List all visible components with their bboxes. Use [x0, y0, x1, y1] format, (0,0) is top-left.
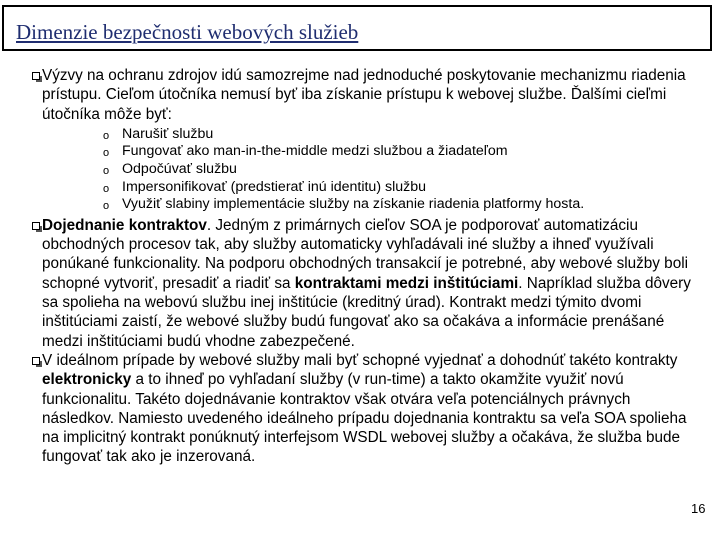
list-item: o Impersonifikovať (predstierať inú identitu) službu: [103, 178, 426, 195]
bullet-lead: Dojednanie kontraktov: [42, 216, 207, 234]
circle-bullet-icon: o: [103, 200, 110, 213]
slide-content: [0, 66, 700, 467]
bullet-item-negotiation: V ideálnom prípade by webové služby mali byť schopné vyjednať a dohodnúť takéto kontrakty elektronicky a to ihneď po vyhľadaní služby (v run-time) a takto okamžite využiť novú funkcionalitu. Takéto dojednávanie kontraktov však otvára veľa potenciálnych právnych následkov. Namiesto uvedeného ideálneho prípadu dojednania kontraktu sa veľa SOA spolieha na implicitný kontrakt ponúknutý interfejsom WSDL webovej služby a očakáva, že služba bude fungovať tak ako je inzerovaná.: [0, 351, 700, 467]
list-item: o Odpočúvať službu: [103, 161, 237, 178]
circle-bullet-icon: o: [103, 165, 110, 178]
circle-bullet-icon: o: [103, 147, 110, 160]
list-item: o Využiť slabiny implementácie služby na získanie riadenia platformy hosta.: [103, 196, 585, 213]
circle-bullet-icon: o: [103, 129, 110, 142]
list-item: o Fungovať ako man-in-the-middle medzi službou a žiadateľom: [103, 143, 508, 160]
circle-bullet-icon: o: [103, 182, 110, 195]
square-bullet-icon: [32, 222, 40, 230]
title-frame: [2, 5, 712, 51]
square-bullet-icon: [32, 72, 40, 80]
page-number: 16: [691, 501, 706, 516]
slide-title: Dimenzie bezpečnosti webových služieb: [16, 20, 359, 44]
list-item: o Narušiť službu: [103, 125, 214, 142]
bullet-item-contracts: Dojednanie kontraktov. Jedným z primárnych cieľov SOA je podporovať automatizáciu obchodných procesov tak, aby služby automaticky vyhľadávali iné služby a ihneď využívali ponúkané funkcionality. Na podporu obchodných transakcií je potrebné, aby webové služby boli schopné vytvoriť, presadiť a riadiť sa kontraktami medzi inštitúciami. Napríklad služba dôvery sa spolieha na webovú službu inej inštitúcie (kreditný úrad). Kontrakt medzi týmito dvomi inštitúciami zaistí, že webové služby budú fungovať ako sa očakáva a informácie prenášané medzi inštitúciami budú vhodne zabezpečené.: [0, 216, 700, 351]
threat-list: [42, 126, 700, 214]
bullet-item-threats: [0, 66, 700, 214]
bullet-text: Výzvy na ochranu zdrojov idú samozrejme nad jednoduché poskytovanie mechanizmu riadenia prístupu. Cieľom útočníka nemusí byť iba získanie prístupu k webovej službe. Ďalšími cieľmi útočníka môže byť:: [42, 67, 686, 123]
square-bullet-icon: [32, 357, 40, 365]
